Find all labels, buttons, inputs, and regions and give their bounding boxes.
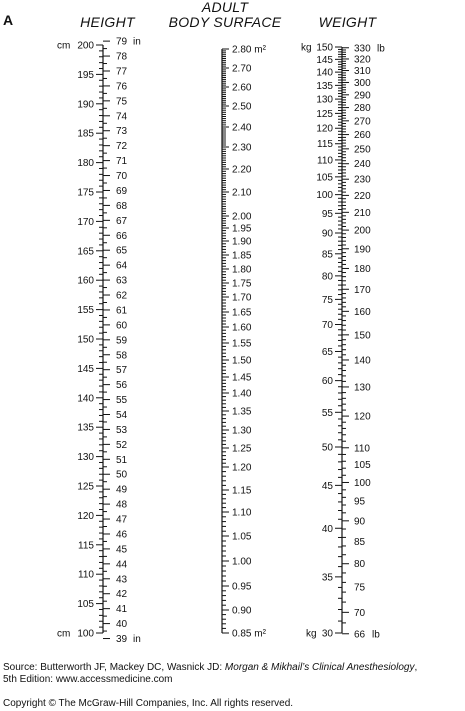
bsa-tick-label: 2.00 — [232, 211, 252, 223]
inch-tick-label: 76 — [116, 81, 128, 93]
bsa-tick-label: 1.40 — [232, 388, 252, 400]
bsa-tick-label: 1.50 — [232, 355, 252, 367]
bsa-unit-label: m² — [251, 628, 266, 640]
bsa-tick-label: 2.60 — [232, 82, 252, 94]
kg-tick-label: 55 — [321, 407, 333, 419]
height-heading: HEIGHT — [80, 14, 135, 30]
cm-tick-label: 155 — [77, 305, 94, 317]
inch-tick-label: 58 — [116, 350, 128, 362]
inch-tick-label: 70 — [116, 171, 128, 183]
inch-tick-label: 47 — [116, 514, 128, 526]
kg-tick-label: 110 — [317, 155, 333, 167]
body-surface-scale — [222, 45, 267, 640]
kg-tick-label: 150 — [316, 42, 333, 54]
lb-tick-label: 320 — [354, 54, 371, 66]
lb-tick-label: 70 — [354, 607, 366, 619]
inch-tick-label: 67 — [116, 215, 128, 227]
inch-tick-label: 69 — [116, 185, 128, 197]
bsa-tick-label: 2.40 — [232, 122, 252, 134]
kg-tick-label: 140 — [316, 67, 333, 79]
height-scale — [57, 37, 141, 645]
cm-tick-label: 195 — [77, 69, 94, 81]
inch-tick-label: 46 — [116, 529, 128, 541]
bsa-tick-label: 1.05 — [232, 531, 252, 543]
cm-tick-label: 180 — [77, 158, 94, 170]
kg-tick-label: 80 — [321, 271, 333, 283]
bsa-heading-line1: ADULT — [201, 0, 249, 15]
lb-unit-label-bottom: lb — [372, 629, 380, 641]
bsa-tick-label: 1.20 — [232, 462, 252, 474]
bsa-tick-label: 2.70 — [232, 63, 252, 75]
lb-tick-label: 100 — [354, 477, 371, 489]
kg-tick-label: 60 — [321, 376, 333, 388]
bsa-tick-label: 1.25 — [232, 443, 252, 455]
cm-unit-label-top: cm — [57, 40, 71, 52]
kg-tick-label: 130 — [316, 94, 333, 106]
lb-tick-label: 250 — [354, 144, 371, 156]
inch-tick-label: 51 — [116, 454, 128, 466]
kg-tick-label: 120 — [316, 123, 333, 135]
inch-tick-label: 68 — [116, 200, 128, 212]
cm-tick-label: 165 — [77, 246, 94, 258]
inch-tick-label: 64 — [116, 260, 128, 272]
lb-tick-label: 110 — [354, 443, 370, 455]
lb-tick-label: 260 — [354, 130, 371, 142]
lb-tick-label: 210 — [354, 207, 371, 219]
lb-tick-label: 190 — [354, 244, 371, 256]
inch-tick-label: 78 — [116, 51, 128, 63]
inch-tick-label: 63 — [116, 275, 128, 287]
bsa-tick-label: 1.95 — [232, 223, 252, 235]
source-prefix: Source: Butterworth JF, Mackey DC, Wasnick JD: — [3, 662, 225, 673]
kg-tick-label: 50 — [321, 442, 333, 454]
kg-tick-label: 95 — [321, 208, 333, 220]
inch-tick-label: 45 — [116, 544, 128, 556]
lb-tick-label: 310 — [354, 66, 371, 78]
kg-tick-label: 100 — [316, 190, 333, 202]
bsa-tick-label: 1.45 — [232, 372, 252, 384]
cm-tick-label: 130 — [77, 452, 94, 464]
bsa-tick-label: 0.90 — [232, 605, 252, 617]
inch-tick-label: 72 — [116, 141, 128, 153]
inch-tick-label: 54 — [116, 409, 128, 421]
copyright-notice: Copyright © The McGraw-Hill Companies, Inc. All rights reserved. — [3, 698, 294, 709]
inch-tick-label: 60 — [116, 320, 128, 332]
inch-unit-label-top: in — [133, 36, 141, 48]
kg-tick-label: 45 — [321, 480, 333, 492]
source-suffix: , — [414, 662, 418, 673]
kg-tick-label: 145 — [316, 54, 333, 66]
bsa-tick-label: 0.85 m² — [232, 628, 266, 640]
lb-tick-label: 180 — [354, 263, 371, 275]
cm-tick-label: 190 — [77, 99, 94, 111]
cm-tick-label: 150 — [77, 334, 94, 346]
panel-letter: A — [3, 12, 14, 28]
inch-tick-label: 50 — [116, 469, 128, 481]
lb-tick-label: 140 — [354, 355, 371, 367]
weight-heading: WEIGHT — [318, 14, 377, 30]
bsa-tick-label: 1.80 — [232, 264, 252, 276]
inch-tick-label: 57 — [116, 365, 128, 377]
inch-tick-label: 40 — [116, 619, 128, 631]
lb-tick-label: 200 — [354, 225, 371, 237]
inch-tick-label: 53 — [116, 424, 128, 436]
bsa-tick-label: 2.30 — [232, 142, 252, 154]
bsa-tick-label: 1.30 — [232, 425, 252, 437]
inch-tick-label: 43 — [116, 574, 128, 586]
lb-unit-label-top: lb — [377, 43, 385, 55]
kg-unit-label-top: kg — [301, 42, 312, 54]
cm-tick-label: 135 — [77, 422, 94, 434]
lb-tick-label: 220 — [354, 190, 371, 202]
bsa-tick-label: 1.55 — [232, 338, 252, 350]
lb-tick-label: 290 — [354, 90, 371, 102]
lb-tick-label: 66 — [354, 629, 366, 641]
bsa-tick-label: 1.85 — [232, 250, 252, 262]
inch-tick-label: 61 — [116, 305, 128, 317]
kg-tick-label: 75 — [321, 294, 333, 306]
bsa-tick-label: 1.70 — [232, 292, 252, 304]
lb-tick-label: 95 — [354, 496, 366, 508]
lb-tick-label: 170 — [354, 284, 371, 296]
inch-tick-label: 52 — [116, 439, 128, 451]
kg-tick-label: 135 — [316, 80, 333, 92]
cm-tick-label: 110 — [78, 569, 94, 581]
inch-tick-label: 55 — [116, 395, 128, 407]
inch-tick-label: 59 — [116, 335, 128, 347]
lb-tick-label: 300 — [354, 77, 371, 89]
bsa-heading-line2: BODY SURFACE — [168, 14, 282, 30]
source-edition: 5th Edition: www.accessmedicine.com — [3, 674, 173, 685]
cm-tick-label: 115 — [78, 540, 94, 552]
inch-tick-label: 49 — [116, 484, 128, 496]
cm-tick-label: 160 — [77, 275, 94, 287]
inch-unit-label-bottom: in — [133, 634, 141, 646]
lb-tick-label: 240 — [354, 159, 371, 171]
cm-tick-label: 120 — [77, 510, 94, 522]
lb-tick-label: 230 — [354, 174, 371, 186]
inch-tick-label: 56 — [116, 380, 128, 392]
kg-unit-label-bottom: kg — [306, 628, 317, 640]
bsa-tick-label: 2.80 m² — [232, 44, 266, 56]
inch-tick-label: 48 — [116, 499, 128, 511]
kg-tick-label: 85 — [321, 249, 333, 261]
inch-tick-label: 73 — [116, 126, 128, 138]
lb-tick-label: 130 — [354, 382, 371, 394]
lb-tick-label: 330 — [354, 43, 371, 55]
lb-tick-label: 120 — [354, 411, 371, 423]
kg-tick-label: 30 — [321, 628, 333, 640]
inch-tick-label: 42 — [116, 589, 128, 601]
cm-tick-label: 125 — [77, 481, 94, 493]
bsa-tick-label: 0.95 — [232, 581, 252, 593]
bsa-unit-label: m² — [251, 44, 266, 56]
cm-unit-label-bottom: cm — [57, 628, 71, 640]
cm-tick-label: 100 — [77, 628, 94, 640]
inch-tick-label: 65 — [116, 245, 128, 257]
source-citation — [3, 662, 417, 686]
cm-tick-label: 105 — [77, 599, 94, 611]
bsa-tick-label: 1.90 — [232, 236, 252, 248]
kg-tick-label: 105 — [316, 172, 333, 184]
lb-tick-label: 160 — [354, 306, 371, 318]
bsa-tick-label: 1.15 — [232, 485, 252, 497]
bsa-tick-label: 2.10 — [232, 187, 252, 199]
cm-tick-label: 170 — [77, 216, 94, 228]
inch-tick-label: 79 — [116, 36, 128, 48]
bsa-tick-label: 1.65 — [232, 307, 252, 319]
bsa-tick-label: 1.00 — [232, 556, 252, 568]
lb-tick-label: 150 — [354, 330, 371, 342]
bsa-tick-label: 2.50 — [232, 101, 252, 113]
inch-tick-label: 77 — [116, 66, 128, 78]
cm-tick-label: 200 — [77, 40, 94, 52]
kg-tick-label: 65 — [321, 346, 333, 358]
lb-tick-label: 270 — [354, 116, 371, 128]
lb-tick-label: 90 — [354, 516, 366, 528]
kg-tick-label: 70 — [321, 319, 333, 331]
kg-tick-label: 35 — [321, 572, 333, 584]
kg-tick-label: 40 — [321, 523, 333, 535]
inch-tick-label: 41 — [116, 604, 128, 616]
bsa-tick-label: 2.20 — [232, 164, 252, 176]
inch-tick-label: 66 — [116, 230, 128, 242]
inch-tick-label: 44 — [116, 559, 128, 571]
inch-tick-label: 74 — [116, 111, 128, 123]
bsa-tick-label: 1.10 — [232, 507, 252, 519]
weight-scale — [301, 43, 385, 641]
inch-tick-label: 62 — [116, 290, 128, 302]
lb-tick-label: 80 — [354, 559, 366, 571]
inch-tick-label: 75 — [116, 96, 128, 108]
cm-tick-label: 145 — [77, 363, 94, 375]
kg-tick-label: 90 — [321, 228, 333, 240]
inch-tick-label: 71 — [116, 156, 128, 168]
lb-tick-label: 75 — [354, 582, 366, 594]
cm-tick-label: 185 — [77, 128, 94, 140]
source-title: Morgan & Mikhail’s Clinical Anesthesiology — [224, 662, 415, 673]
bsa-tick-label: 1.75 — [232, 278, 252, 290]
lb-tick-label: 105 — [354, 460, 371, 472]
bsa-tick-label: 1.60 — [232, 322, 252, 334]
lb-tick-label: 85 — [354, 537, 366, 549]
cm-tick-label: 140 — [77, 393, 94, 405]
kg-tick-label: 125 — [316, 108, 333, 120]
kg-tick-label: 115 — [317, 139, 333, 151]
cm-tick-label: 175 — [77, 187, 94, 199]
bsa-tick-label: 1.35 — [232, 406, 252, 418]
lb-tick-label: 280 — [354, 103, 371, 115]
inch-tick-label: 39 — [116, 634, 128, 646]
